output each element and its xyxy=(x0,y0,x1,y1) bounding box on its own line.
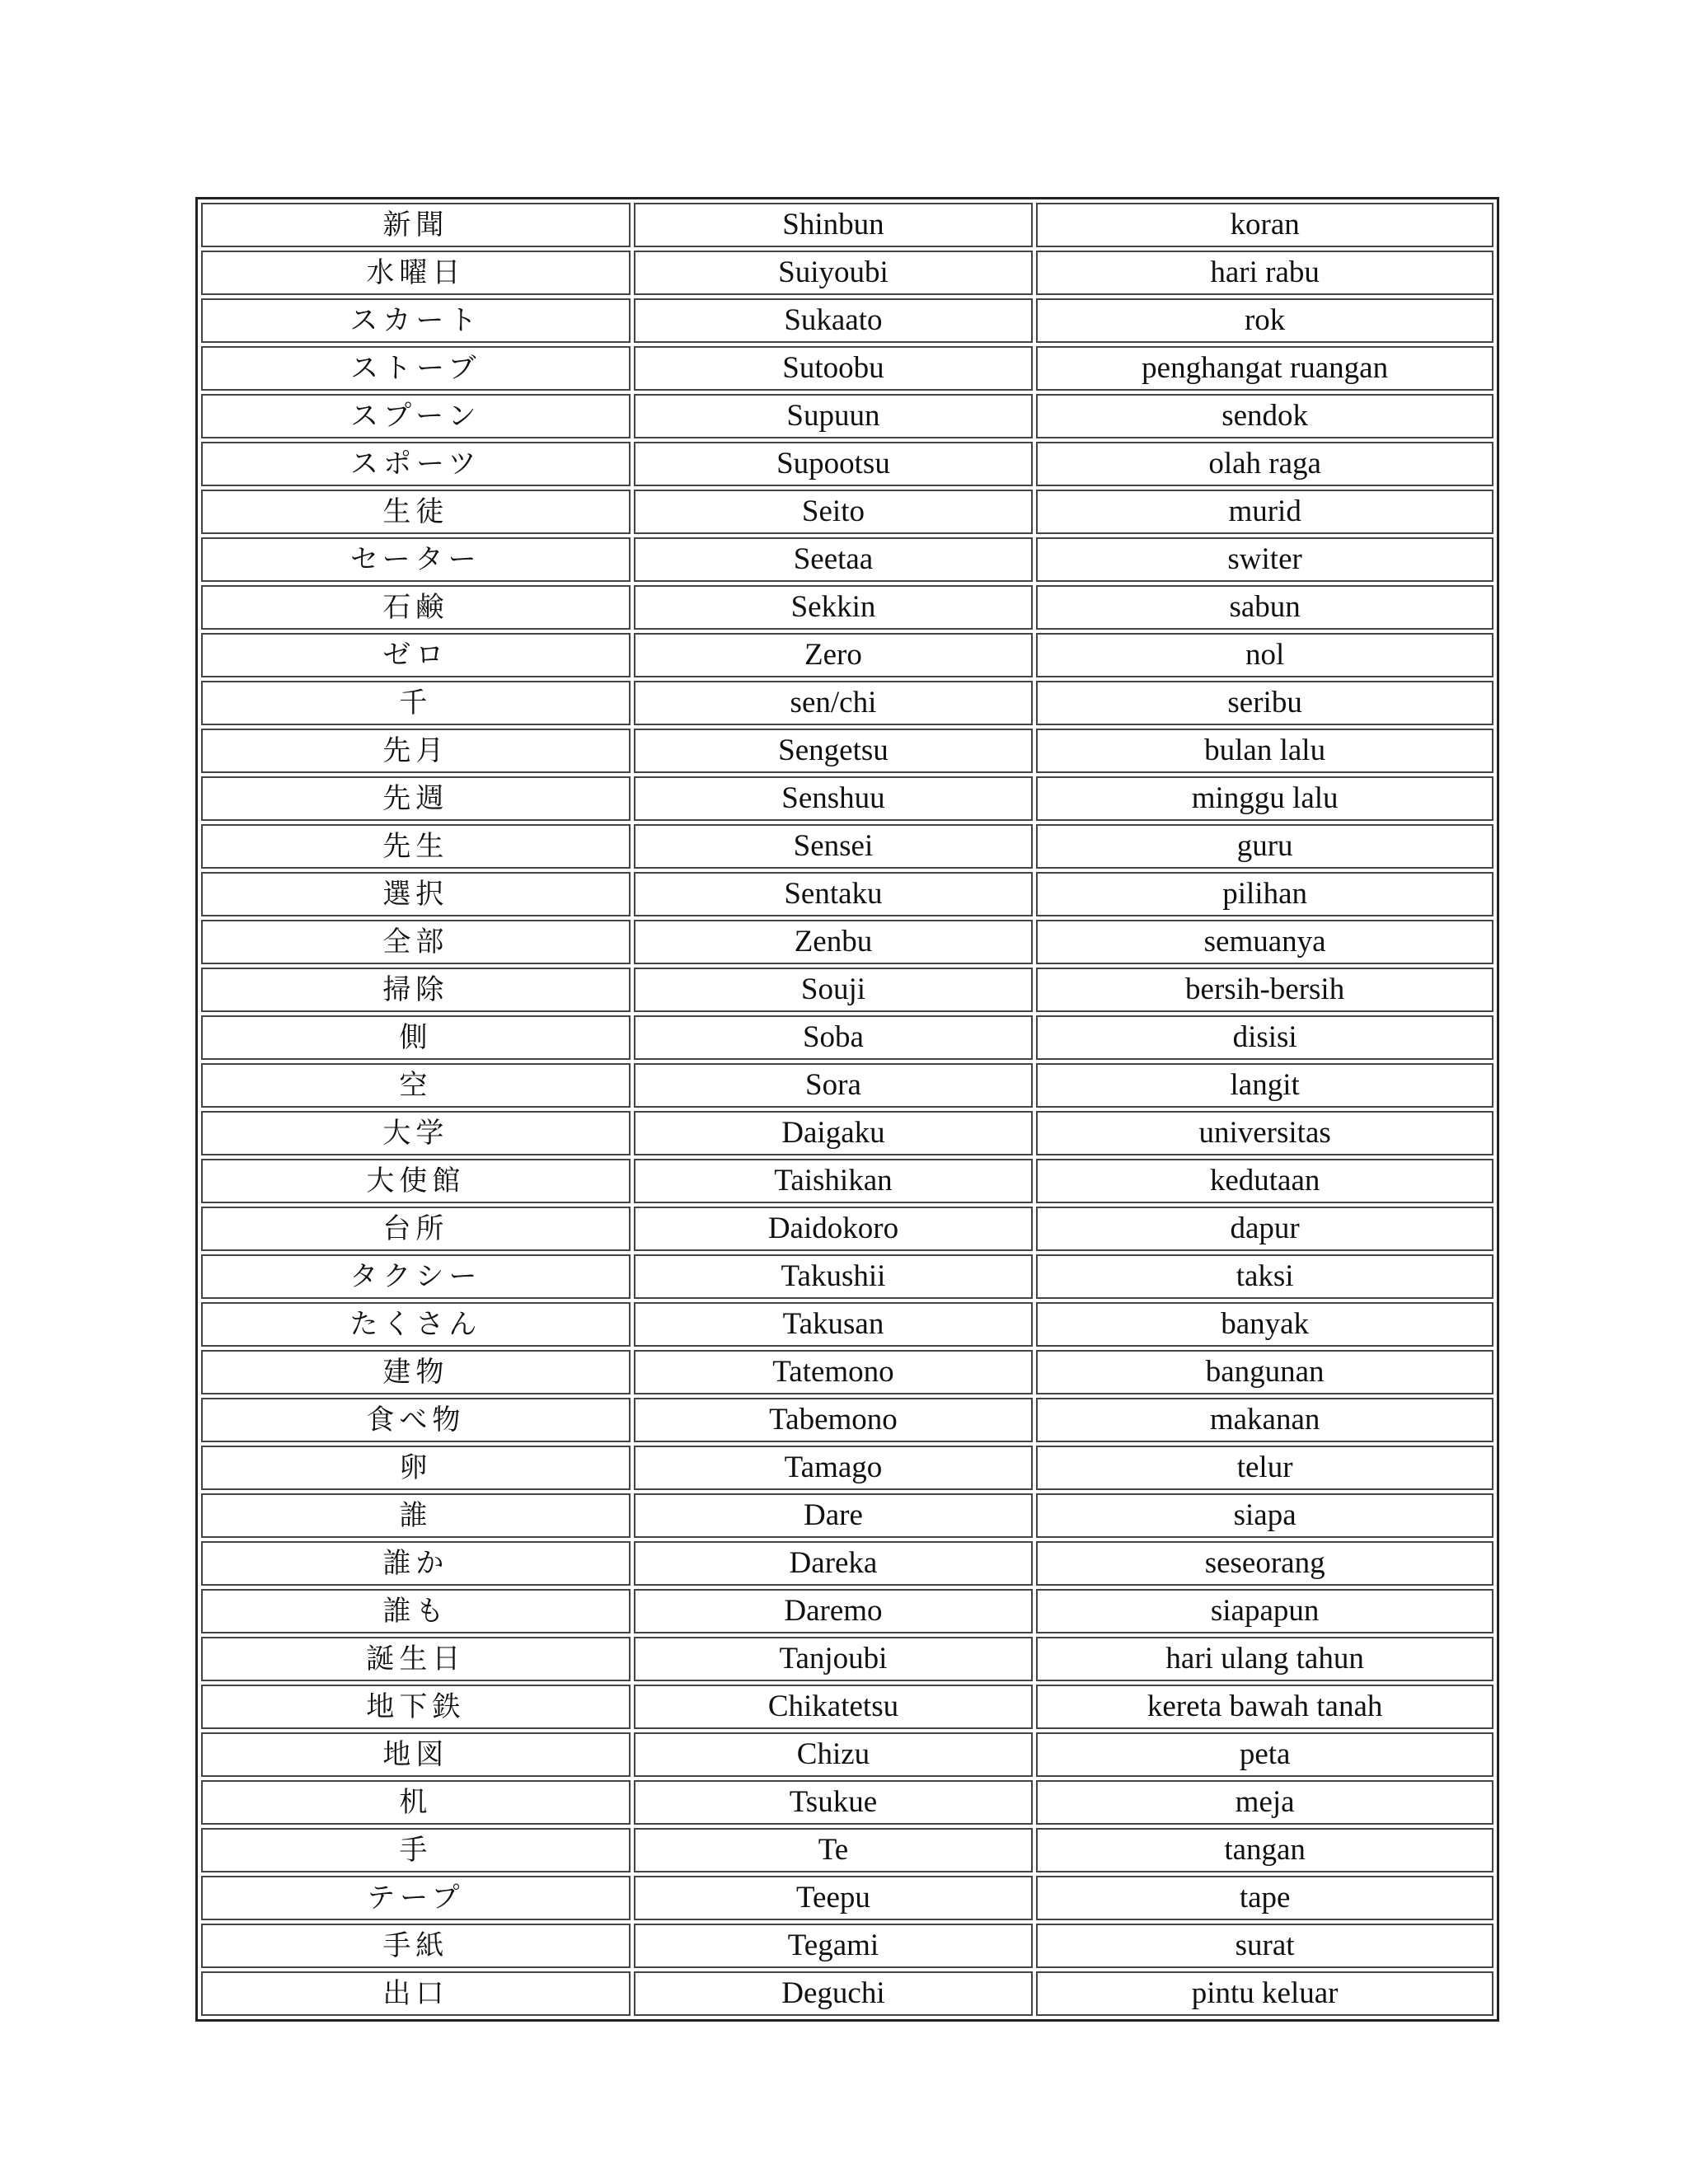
romaji-cell: Seetaa xyxy=(634,537,1034,582)
indonesian-cell: disisi xyxy=(1036,1015,1493,1060)
romaji-cell: Soba xyxy=(634,1015,1034,1060)
indonesian-cell: minggu lalu xyxy=(1036,776,1493,821)
japanese-cell: 先月 xyxy=(201,729,631,773)
table-row xyxy=(201,1637,1493,1681)
indonesian-cell: siapa xyxy=(1036,1493,1493,1538)
table-row xyxy=(201,1159,1493,1203)
romaji-cell: Supootsu xyxy=(634,442,1034,486)
romaji-cell: Tamago xyxy=(634,1446,1034,1490)
japanese-cell: 千 xyxy=(201,681,631,725)
japanese-cell: スポーツ xyxy=(201,442,631,486)
indonesian-cell: seribu xyxy=(1036,681,1493,725)
japanese-cell: 地下鉄 xyxy=(201,1685,631,1729)
table-row xyxy=(201,968,1493,1012)
japanese-cell: 食べ物 xyxy=(201,1398,631,1442)
japanese-cell: 空 xyxy=(201,1063,631,1108)
romaji-cell: Daremo xyxy=(634,1589,1034,1633)
indonesian-cell: penghangat ruangan xyxy=(1036,346,1493,391)
table-row xyxy=(201,776,1493,821)
indonesian-cell: banyak xyxy=(1036,1302,1493,1347)
romaji-cell: Chikatetsu xyxy=(634,1685,1034,1729)
indonesian-cell: sendok xyxy=(1036,394,1493,438)
romaji-cell: Deguchi xyxy=(634,1971,1034,2016)
indonesian-cell: taksi xyxy=(1036,1254,1493,1299)
japanese-cell: スプーン xyxy=(201,394,631,438)
indonesian-cell: dapur xyxy=(1036,1207,1493,1251)
japanese-cell: 生徒 xyxy=(201,490,631,534)
table-row xyxy=(201,872,1493,916)
japanese-cell: 水曜日 xyxy=(201,251,631,295)
japanese-cell: 選択 xyxy=(201,872,631,916)
table-row xyxy=(201,1971,1493,2016)
indonesian-cell: switer xyxy=(1036,537,1493,582)
indonesian-cell: guru xyxy=(1036,824,1493,869)
indonesian-cell: telur xyxy=(1036,1446,1493,1490)
indonesian-cell: sabun xyxy=(1036,585,1493,630)
indonesian-cell: semuanya xyxy=(1036,920,1493,964)
romaji-cell: Sensei xyxy=(634,824,1034,869)
table-row xyxy=(201,251,1493,295)
japanese-cell: ストーブ xyxy=(201,346,631,391)
romaji-cell: Sentaku xyxy=(634,872,1034,916)
japanese-cell: 台所 xyxy=(201,1207,631,1251)
indonesian-cell: bulan lalu xyxy=(1036,729,1493,773)
indonesian-cell: pintu keluar xyxy=(1036,1971,1493,2016)
indonesian-cell: siapapun xyxy=(1036,1589,1493,1633)
romaji-cell: Souji xyxy=(634,968,1034,1012)
table-row xyxy=(201,1780,1493,1825)
japanese-cell: 誰か xyxy=(201,1541,631,1586)
table-row xyxy=(201,633,1493,677)
table-row xyxy=(201,1398,1493,1442)
table-row xyxy=(201,824,1493,869)
japanese-cell: スカート xyxy=(201,298,631,343)
romaji-cell: Senshuu xyxy=(634,776,1034,821)
romaji-cell: Chizu xyxy=(634,1732,1034,1777)
table-row xyxy=(201,298,1493,343)
japanese-cell: 出口 xyxy=(201,1971,631,2016)
japanese-cell: 先週 xyxy=(201,776,631,821)
vocabulary-table xyxy=(195,197,1499,2022)
japanese-cell: 石鹸 xyxy=(201,585,631,630)
indonesian-cell: meja xyxy=(1036,1780,1493,1825)
romaji-cell: Teepu xyxy=(634,1876,1034,1920)
romaji-cell: Tsukue xyxy=(634,1780,1034,1825)
romaji-cell: Zenbu xyxy=(634,920,1034,964)
indonesian-cell: universitas xyxy=(1036,1111,1493,1155)
romaji-cell: Sengetsu xyxy=(634,729,1034,773)
japanese-cell: 側 xyxy=(201,1015,631,1060)
romaji-cell: Tanjoubi xyxy=(634,1637,1034,1681)
table-row xyxy=(201,394,1493,438)
japanese-cell: 先生 xyxy=(201,824,631,869)
romaji-cell: Seito xyxy=(634,490,1034,534)
table-row xyxy=(201,1446,1493,1490)
indonesian-cell: kereta bawah tanah xyxy=(1036,1685,1493,1729)
indonesian-cell: koran xyxy=(1036,203,1493,247)
japanese-cell: 手 xyxy=(201,1828,631,1872)
table-row xyxy=(201,920,1493,964)
table-row xyxy=(201,1685,1493,1729)
romaji-cell: Tabemono xyxy=(634,1398,1034,1442)
indonesian-cell: pilihan xyxy=(1036,872,1493,916)
romaji-cell: Daigaku xyxy=(634,1111,1034,1155)
romaji-cell: Supuun xyxy=(634,394,1034,438)
japanese-cell: テープ xyxy=(201,1876,631,1920)
table-row xyxy=(201,1732,1493,1777)
table-row xyxy=(201,1876,1493,1920)
japanese-cell: タクシー xyxy=(201,1254,631,1299)
romaji-cell: Sekkin xyxy=(634,585,1034,630)
table-row xyxy=(201,1015,1493,1060)
romaji-cell: Daidokoro xyxy=(634,1207,1034,1251)
japanese-cell: 大使館 xyxy=(201,1159,631,1203)
romaji-cell: Te xyxy=(634,1828,1034,1872)
romaji-cell: Taishikan xyxy=(634,1159,1034,1203)
japanese-cell: 地図 xyxy=(201,1732,631,1777)
japanese-cell: 卵 xyxy=(201,1446,631,1490)
table-row xyxy=(201,1828,1493,1872)
romaji-cell: Takusan xyxy=(634,1302,1034,1347)
romaji-cell: Tatemono xyxy=(634,1350,1034,1394)
japanese-cell: 机 xyxy=(201,1780,631,1825)
indonesian-cell: rok xyxy=(1036,298,1493,343)
table-row xyxy=(201,1924,1493,1968)
japanese-cell: 新聞 xyxy=(201,203,631,247)
indonesian-cell: hari rabu xyxy=(1036,251,1493,295)
romaji-cell: Sukaato xyxy=(634,298,1034,343)
japanese-cell: 誰も xyxy=(201,1589,631,1633)
indonesian-cell: seseorang xyxy=(1036,1541,1493,1586)
table-row xyxy=(201,1493,1493,1538)
table-row xyxy=(201,1541,1493,1586)
romaji-cell: Tegami xyxy=(634,1924,1034,1968)
romaji-cell: Dare xyxy=(634,1493,1034,1538)
japanese-cell: 掃除 xyxy=(201,968,631,1012)
table-row xyxy=(201,1302,1493,1347)
romaji-cell: Takushii xyxy=(634,1254,1034,1299)
indonesian-cell: olah raga xyxy=(1036,442,1493,486)
table-row xyxy=(201,681,1493,725)
indonesian-cell: surat xyxy=(1036,1924,1493,1968)
indonesian-cell: bersih-bersih xyxy=(1036,968,1493,1012)
table-row xyxy=(201,1063,1493,1108)
table-row xyxy=(201,537,1493,582)
table-row xyxy=(201,203,1493,247)
romaji-cell: Shinbun xyxy=(634,203,1034,247)
japanese-cell: 誕生日 xyxy=(201,1637,631,1681)
table-row xyxy=(201,1254,1493,1299)
japanese-cell: ゼロ xyxy=(201,633,631,677)
table-row xyxy=(201,585,1493,630)
japanese-cell: 手紙 xyxy=(201,1924,631,1968)
romaji-cell: Sutoobu xyxy=(634,346,1034,391)
japanese-cell: セーター xyxy=(201,537,631,582)
table-row xyxy=(201,1207,1493,1251)
table-row xyxy=(201,1589,1493,1633)
table-row xyxy=(201,490,1493,534)
indonesian-cell: tape xyxy=(1036,1876,1493,1920)
table-row xyxy=(201,346,1493,391)
indonesian-cell: hari ulang tahun xyxy=(1036,1637,1493,1681)
table-row xyxy=(201,1111,1493,1155)
japanese-cell: 全部 xyxy=(201,920,631,964)
table-row xyxy=(201,442,1493,486)
japanese-cell: たくさん xyxy=(201,1302,631,1347)
romaji-cell: Sora xyxy=(634,1063,1034,1108)
japanese-cell: 誰 xyxy=(201,1493,631,1538)
indonesian-cell: murid xyxy=(1036,490,1493,534)
table-row xyxy=(201,1350,1493,1394)
japanese-cell: 建物 xyxy=(201,1350,631,1394)
indonesian-cell: kedutaan xyxy=(1036,1159,1493,1203)
indonesian-cell: makanan xyxy=(1036,1398,1493,1442)
indonesian-cell: bangunan xyxy=(1036,1350,1493,1394)
vocabulary-table-body xyxy=(201,203,1493,2016)
romaji-cell: sen/chi xyxy=(634,681,1034,725)
indonesian-cell: langit xyxy=(1036,1063,1493,1108)
table-row xyxy=(201,729,1493,773)
indonesian-cell: peta xyxy=(1036,1732,1493,1777)
romaji-cell: Zero xyxy=(634,633,1034,677)
romaji-cell: Dareka xyxy=(634,1541,1034,1586)
japanese-cell: 大学 xyxy=(201,1111,631,1155)
indonesian-cell: tangan xyxy=(1036,1828,1493,1872)
romaji-cell: Suiyoubi xyxy=(634,251,1034,295)
indonesian-cell: nol xyxy=(1036,633,1493,677)
